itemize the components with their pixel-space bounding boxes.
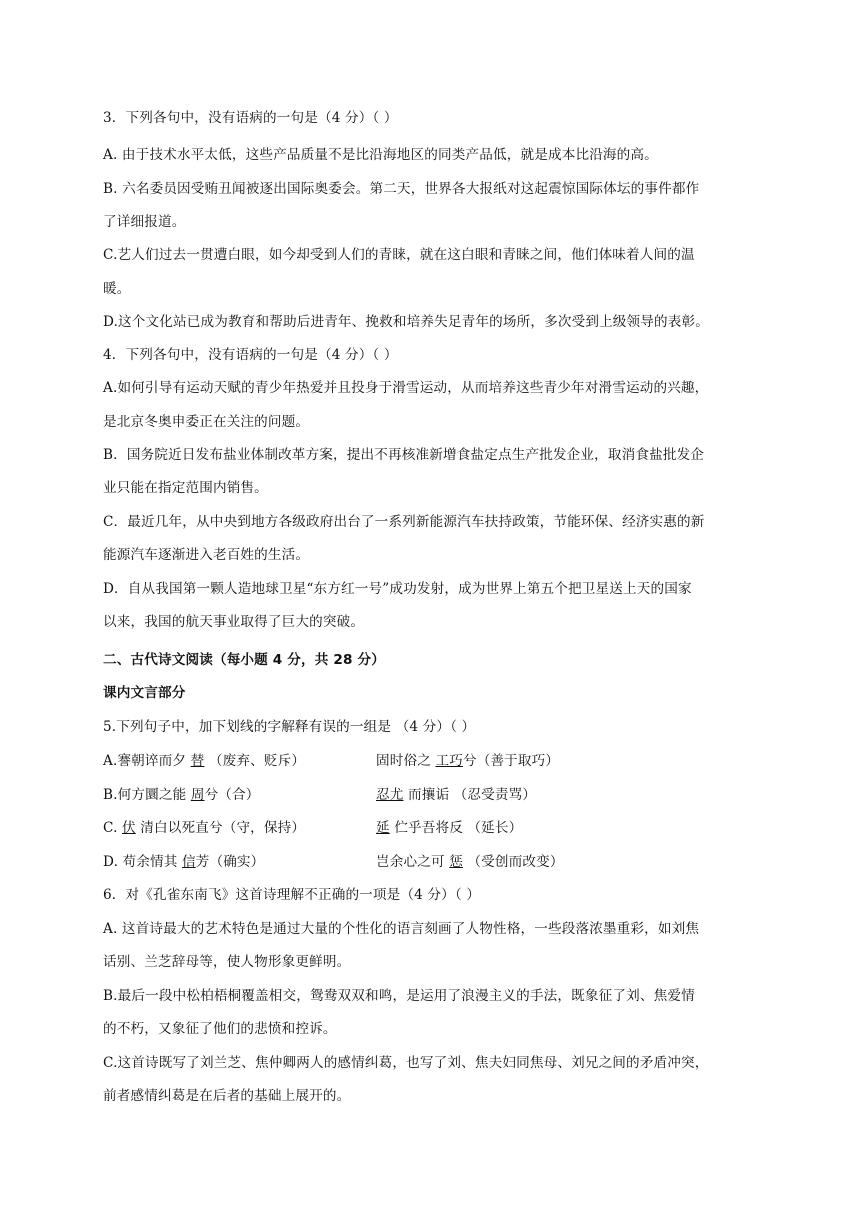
q6-option-c-line2: 前者感情纠葛是在后者的基础上展开的。 xyxy=(103,1088,351,1104)
q5-option-a-left: A.謇朝谇而夕 替 （废弃、贬斥） xyxy=(103,753,306,769)
q5-option-b-right: 忍尤 而攘诟 （忍受责骂） xyxy=(376,787,537,803)
q5-stem: 5.下列句子中，加下划线的字解释有误的一组是 （4 分）（ ） xyxy=(103,719,476,735)
q4-option-b-line2: 业只能在指定范围内销售。 xyxy=(103,480,268,496)
q3-option-b-line1: B. 六名委员因受贿丑闻被逐出国际奥委会。第二天，世界各大报纸对这起震惊国际体坛的事件都作 xyxy=(103,181,700,197)
q6-option-a-line1: A. 这首诗最大的艺术特色是通过大量的个性化的语言刻画了人物性格，一些段落浓墨重彩，如刘焦 xyxy=(103,921,700,937)
underlined-char: 替 xyxy=(190,753,205,769)
underlined-char: 信 xyxy=(181,854,196,870)
q6-option-a-line2: 话别、兰芝辞母等，使人物形象更鲜明。 xyxy=(103,954,351,970)
underlined-char: 惩 xyxy=(449,854,463,870)
q5-option-d-left: D. 苟余情其 信芳（确实） xyxy=(103,854,265,870)
q4-option-d-line1: D．自从我国第一颗人造地球卫星“东方红一号”成功发射，成为世界上第五个把卫星送上天的国家 xyxy=(103,581,692,597)
q4-option-b-line1: B．国务院近日发布盐业体制改革方案，提出不再核准新增食盐定点生产批发企业，取消食盐批发企 xyxy=(103,447,705,463)
q6-option-b-line1: B.最后一段中松柏梧桐覆盖相交，鸳鸯双双和鸣，是运用了浪漫主义的手法，既象征了刘、焦爱情 xyxy=(103,988,695,1004)
q5-option-a-right: 固时俗之 工巧兮（善于取巧） xyxy=(376,753,560,769)
underlined-char: 忍尤 xyxy=(376,787,404,803)
underlined-char: 周 xyxy=(190,787,205,803)
q4-option-c-line2: 能源汽车逐渐进入老百姓的生活。 xyxy=(103,547,310,563)
q4-option-d-line2: 以来，我国的航天事业取得了巨大的突破。 xyxy=(103,614,365,630)
underlined-char: 伏 xyxy=(122,820,136,836)
q5-option-c-right: 延 伫乎吾将反 （延长） xyxy=(376,820,523,836)
q3-stem: 3．下列各句中，没有语病的一句是（4 分）（ ） xyxy=(103,110,398,126)
q3-option-a: A. 由于技术水平太低，这些产品质量不是比沿海地区的同类产品低，就是成本比沿海的高。 xyxy=(103,147,658,163)
q4-stem: 4．下列各句中，没有语病的一句是（4 分）（ ） xyxy=(103,347,398,363)
q3-option-d: D.这个文化站已成为教育和帮助后进青年、挽救和培养失足青年的场所，多次受到上级领导的表彰。 xyxy=(103,314,710,330)
q3-option-c-line1: C.艺人们过去一贯遭白眼，如今却受到人们的青睐，就在这白眼和青睐之间，他们体味着人间的温 xyxy=(103,247,695,263)
q3-option-b-line2: 了详细报道。 xyxy=(103,214,186,230)
section-subheading: 课内文言部分 xyxy=(103,685,186,701)
q5-option-c-left: C. 伏 清白以死直兮（守，保持） xyxy=(103,820,306,836)
q4-option-c-line1: C．最近几年，从中央到地方各级政府出台了一系列新能源汽车扶持政策，节能环保、经济实惠的新 xyxy=(103,514,705,530)
q6-option-c-line1: C.这首诗既写了刘兰芝、焦仲卿两人的感情纠葛，也写了刘、焦夫妇同焦母、刘兄之间的矛盾冲突， xyxy=(103,1055,709,1071)
q4-option-a-line2: 是北京冬奥申委正在关注的问题。 xyxy=(103,414,310,430)
section-heading: 二、古代诗文阅读（每小题 4 分，共 28 分） xyxy=(103,652,385,668)
underlined-char: 工巧 xyxy=(435,753,463,769)
q5-option-b-left: B.何方圜之能 周兮（合） xyxy=(103,787,260,803)
q4-option-a-line1: A.如何引导有运动天赋的青少年热爱并且投身于滑雪运动，从而培养这些青少年对滑雪运动的兴趣， xyxy=(103,380,709,396)
q3-option-c-line2: 暖。 xyxy=(103,281,131,297)
q5-option-d-right: 岂余心之可 惩 （受创而改变） xyxy=(376,854,564,870)
q6-option-b-line2: 的不朽，又象征了他们的悲愤和控诉。 xyxy=(103,1021,337,1037)
q6-stem: 6．对《孔雀东南飞》这首诗理解不正确的一项是（4 分）（ ） xyxy=(103,887,481,903)
underlined-char: 延 xyxy=(376,820,390,836)
